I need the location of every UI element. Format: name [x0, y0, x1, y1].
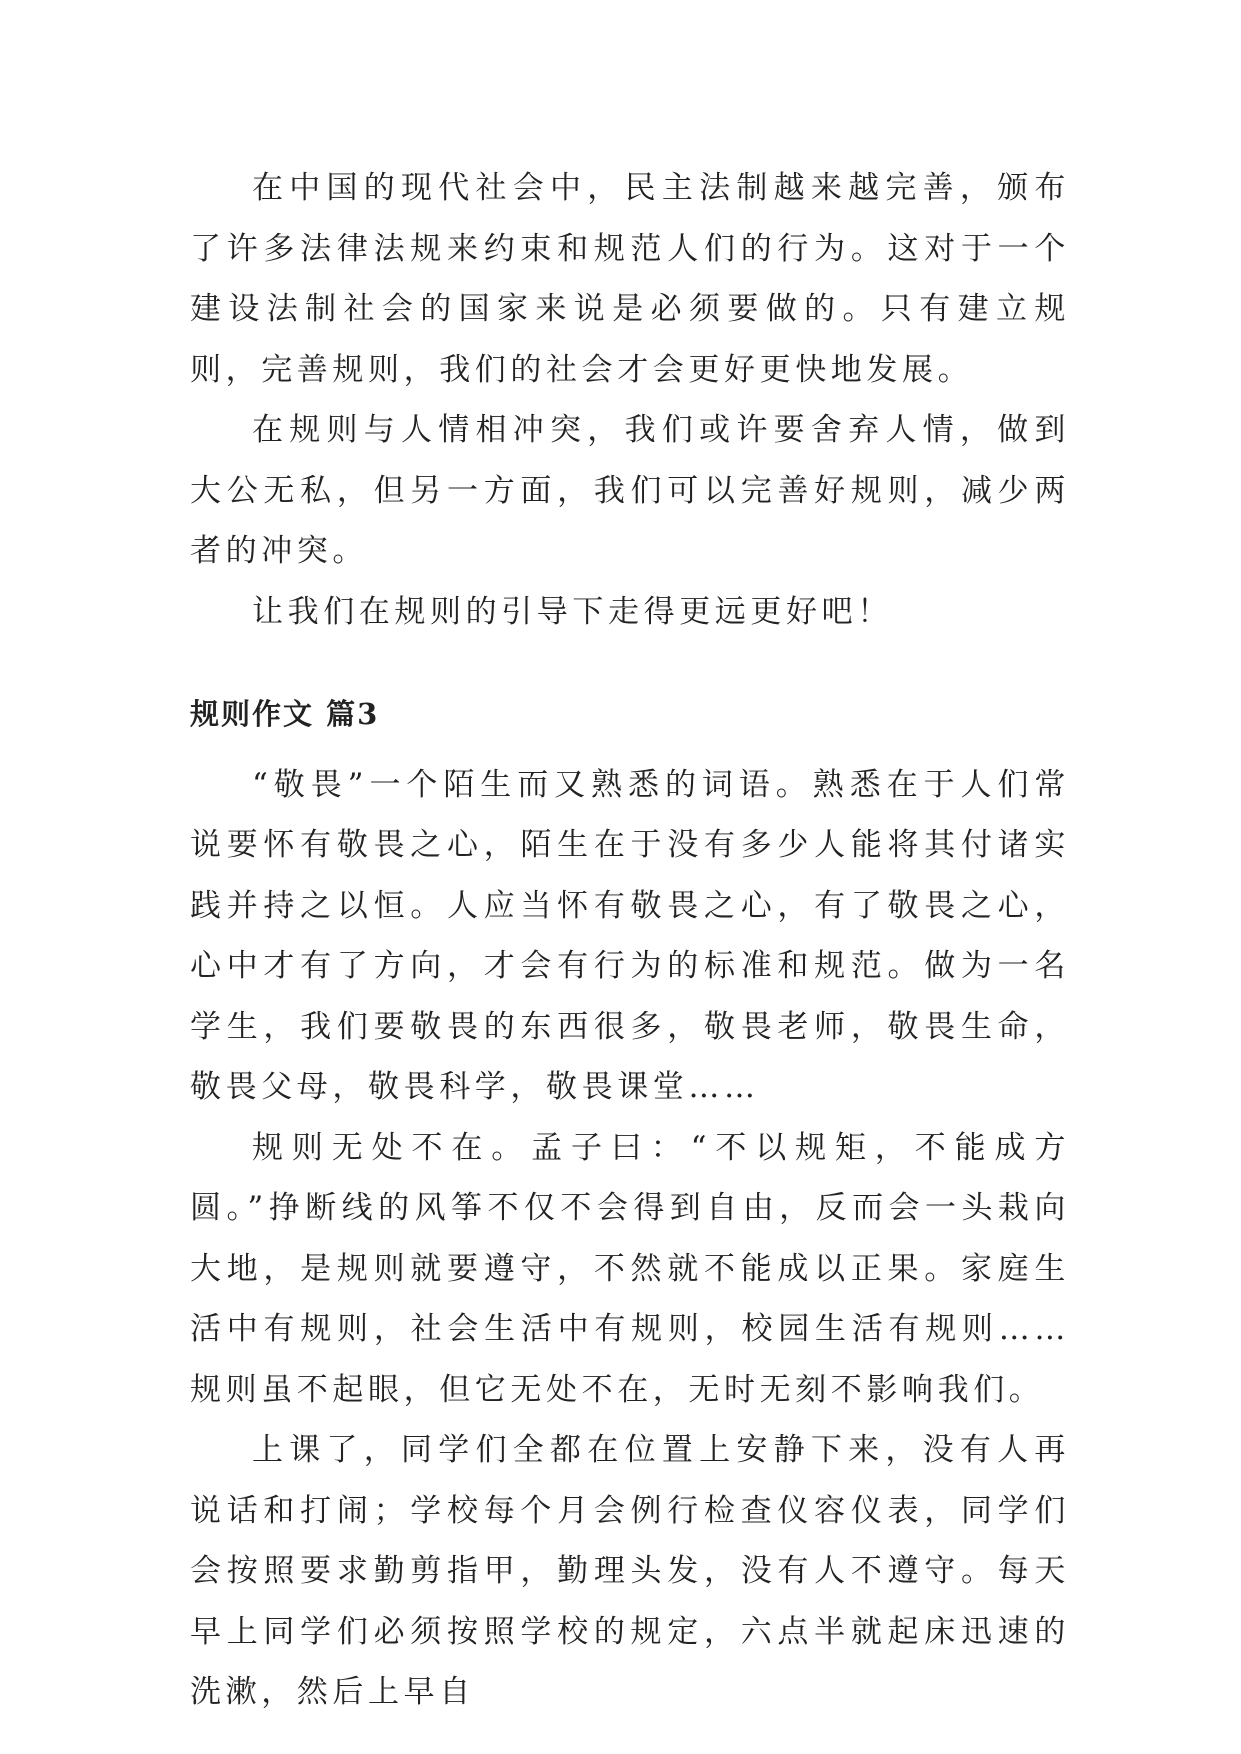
document-body — [190, 158, 1070, 1723]
paragraph-rules-everywhere: 规则无处不在。孟子曰：“不以规矩，不能成方圆。”挣断线的风筝不仅不会得到自由，反而会一头栽向大地，是规则就要遵守，不然就不能成以正果。家庭生活中有规则，社会生活中有规则，校园生活有规则……规则虽不起眼，但它无处不在，无时无刻不影响我们。 — [190, 1129, 1070, 1408]
paragraph-school-rules: 上课了，同学们全都在位置上安静下来，没有人再说话和打闹；学校每个月会例行检查仪容仪表，同学们会按照要求勤剪指甲，勤理头发，没有人不遵守。每天早上同学们必须按照学校的规定，六点半就起床迅速的洗漱，然后上早自 — [190, 1432, 1070, 1710]
paragraph-closing: 让我们在规则的引导下走得更远更好吧！ — [252, 593, 893, 630]
paragraph-reverence: “敬畏”一个陌生而又熟悉的词语。熟悉在于人们常说要怀有敬畏之心，陌生在于没有多少人能将其付诸实践并持之以恒。人应当怀有敬畏之心，有了敬畏之心，心中才有了方向，才会有行为的标准和规范。做为一名学生，我们要敬畏的东西很多，敬畏老师，敬畏生命，敬畏父母，敬畏科学，敬畏课堂…… — [190, 766, 1070, 1105]
section-heading: 规则作文 篇3 — [190, 697, 380, 731]
paragraph-rules-vs-relations: 在规则与人情相冲突，我们或许要舍弃人情，做到大公无私，但另一方面，我们可以完善好规则，减少两者的冲突。 — [190, 412, 1070, 569]
paragraph-rule-of-law: 在中国的现代社会中，民主法制越来越完善，颁布了许多法律法规来约束和规范人们的行为。这对于一个建设法制社会的国家来说是必须要做的。只有建立规则，完善规则，我们的社会才会更好更快地发展。 — [190, 170, 1070, 388]
